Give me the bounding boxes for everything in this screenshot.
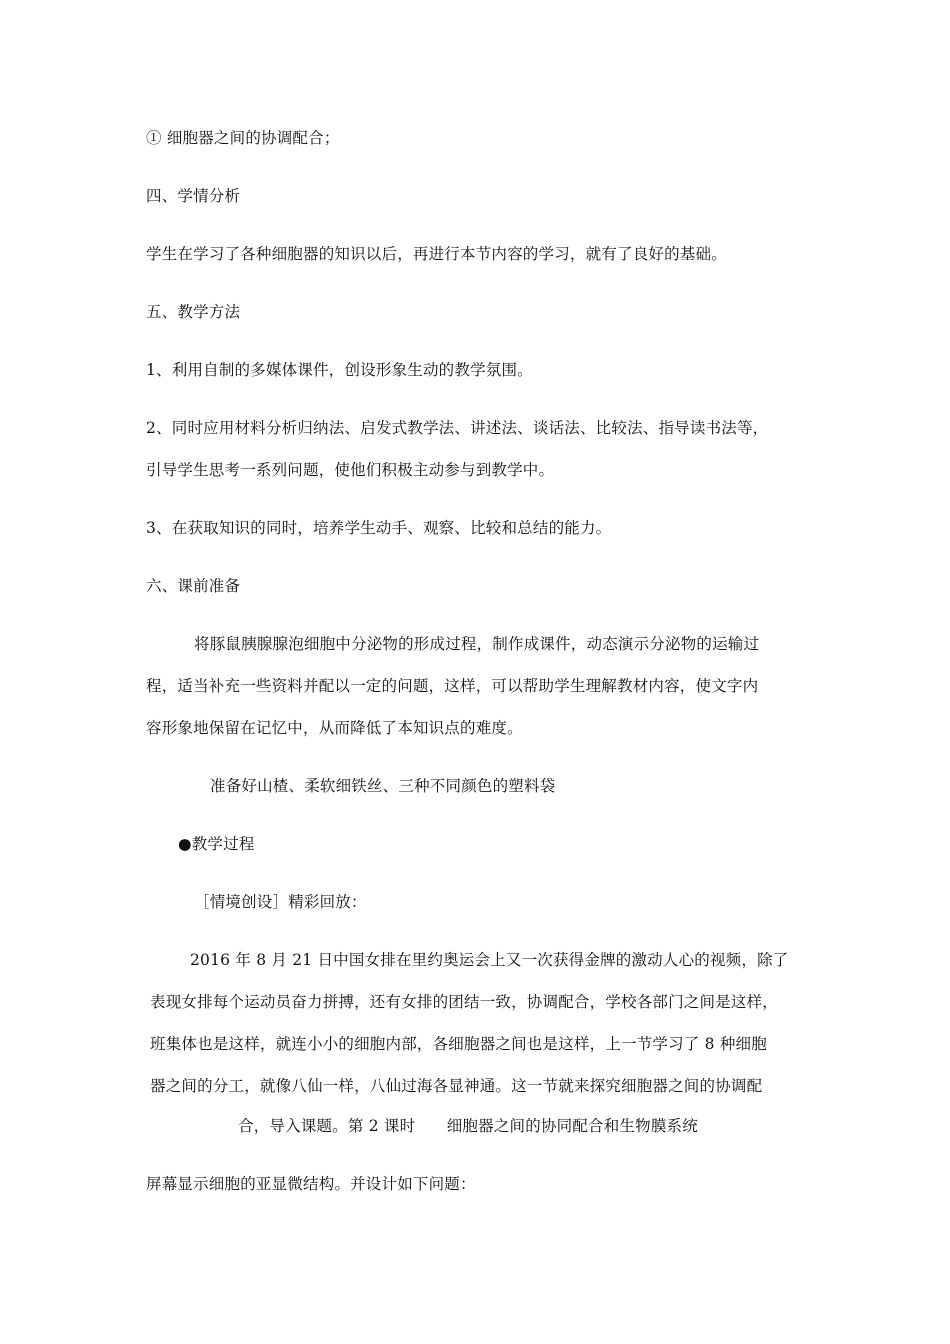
preparation-paragraph-line-1: 将豚鼠胰腺腺泡细胞中分泌物的形成过程，制作成课件，动态演示分泌物的运输过 <box>194 635 760 653</box>
method-item-2-line-2: 引导学生思考一系列问题，使他们积极主动参与到教学中。 <box>146 461 555 479</box>
scenario-paragraph-line-4: 器之间的分工，就像八仙一样，八仙过海各显神通。这一节就来探究细胞器之间的协调配 <box>150 1077 763 1095</box>
scenario-paragraph-line-1: 2016 年 8 月 21 日中国女排在里约奥运会上又一次获得金牌的激动人心的视频，除了 <box>190 951 789 969</box>
method-item-1: 1、利用自制的多媒体课件，创设形象生动的教学氛围。 <box>146 361 533 379</box>
scenario-heading: ［情境创设］精彩回放： <box>194 893 367 911</box>
method-item-2-line-1: 2、同时应用材料分析归纳法、启发式教学法、讲述法、谈话法、比较法、指导读书法等， <box>146 419 769 437</box>
content-item-coordination: ① 细胞器之间的协调配合； <box>146 129 340 147</box>
method-item-3: 3、在获取知识的同时，培养学生动手、观察、比较和总结的能力。 <box>146 519 612 537</box>
screen-display-paragraph: 屏幕显示细胞的亚显微结构。并设计如下问题： <box>146 1175 476 1193</box>
section-heading-teaching-methods: 五、教学方法 <box>146 303 241 321</box>
scenario-paragraph-line-5: 合，导入课题。第 2 课时 细胞器之间的协同配合和生物膜系统 <box>238 1117 698 1135</box>
scenario-paragraph-line-3: 班集体也是这样，就连小小的细胞内部，各细胞器之间也是这样，上一节学习了 8 种细胞 <box>150 1035 767 1053</box>
preparation-paragraph-line-3: 容形象地保留在记忆中，从而降低了本知识点的难度。 <box>146 719 523 737</box>
preparation-paragraph-line-2: 程，适当补充一些资料并配以一定的问题，这样，可以帮助学生理解教材内容，使文字内 <box>146 677 759 695</box>
paragraph-learner-analysis: 学生在学习了各种细胞器的知识以后，再进行本节内容的学习，就有了良好的基础。 <box>146 245 727 263</box>
section-heading-learner-analysis: 四、学情分析 <box>146 187 241 205</box>
preparation-materials: 准备好山楂、柔软细铁丝、三种不同颜色的塑料袋 <box>210 777 556 795</box>
scenario-paragraph-line-2: 表现女排每个运动员奋力拼搏，还有女排的团结一致，协调配合，学校各部门之间是这样， <box>150 993 779 1011</box>
section-heading-preparation: 六、课前准备 <box>146 577 241 595</box>
teaching-process-heading: ●教学过程 <box>178 835 255 853</box>
